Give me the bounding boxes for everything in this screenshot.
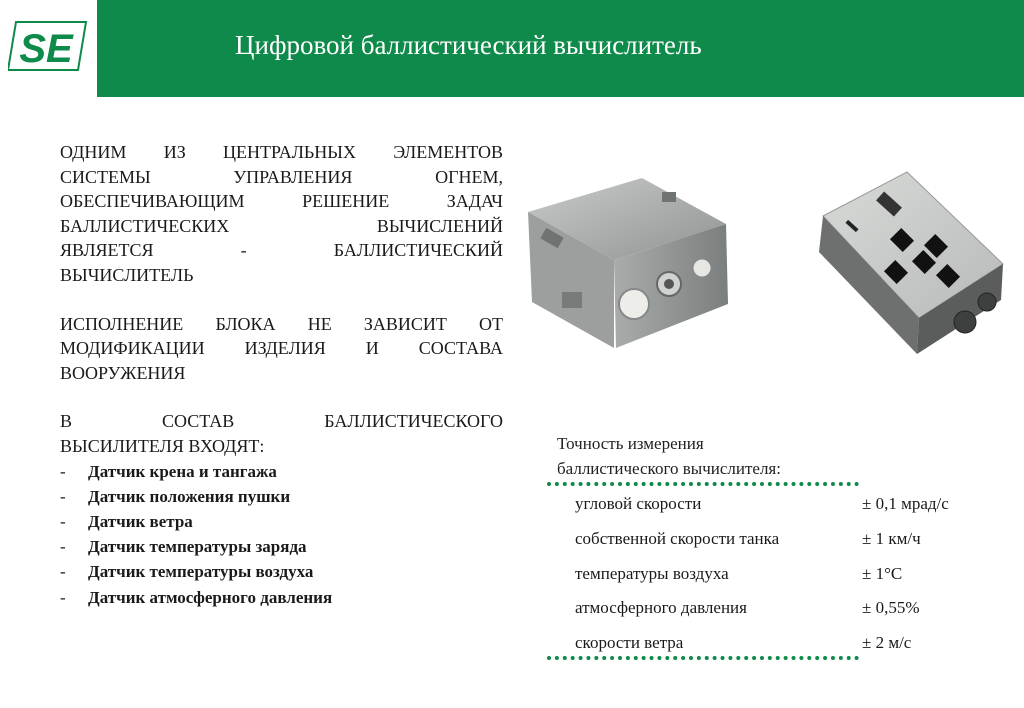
text-line: МОДИФИКАЦИИ ИЗДЕЛИЯ И СОСТАВА <box>60 338 503 359</box>
accuracy-value: ± 1°С <box>862 564 903 583</box>
accuracy-title: Точность измерения баллистического вычислителя: <box>557 434 781 478</box>
list-item: - Датчик температуры заряда <box>60 537 307 557</box>
control-panel-image <box>815 168 1007 358</box>
accuracy-label: угловой скорости <box>575 494 702 513</box>
text-line: ЯВЛЯЕТСЯ - БАЛЛИСТИЧЕСКИЙ <box>60 240 503 261</box>
list-item: - Датчик положения пушки <box>60 486 291 506</box>
accuracy-label: скорости ветра <box>575 633 684 652</box>
accuracy-value: ± 0,55% <box>862 598 920 617</box>
accuracy-label: собственной скорости танка <box>575 529 780 548</box>
text-line: ИСПОЛНЕНИЕ БЛОКА НЕ ЗАВИСИТ ОТ <box>60 313 503 334</box>
text-line: СИСТЕМЫ УПРАВЛЕНИЯ ОГНЕМ, <box>60 166 503 187</box>
list-item: - Датчик ветра <box>60 511 193 531</box>
accuracy-value: ± 1 км/ч <box>862 529 921 548</box>
accuracy-value: ± 2 м/с <box>862 633 912 652</box>
page-title: Цифровой баллистический вычислитель <box>235 30 702 60</box>
intro-text <box>60 140 503 610</box>
se-logo-icon <box>8 18 88 74</box>
computer-unit-image <box>522 172 734 354</box>
accuracy-label: температуры воздуха <box>575 564 729 583</box>
text-line: ОБЕСПЕЧИВАЮЩИМ РЕШЕНИЕ ЗАДАЧ <box>60 191 503 212</box>
accuracy-value: ± 0,1 мрад/с <box>862 494 949 513</box>
accuracy-label: атмосферного давления <box>575 598 747 617</box>
text-line: ОДНИМ ИЗ ЦЕНТРАЛЬНЫХ ЭЛЕМЕНТОВ <box>60 142 503 162</box>
intro-paragraph-2 <box>60 312 503 386</box>
divider <box>547 656 859 660</box>
logo-text: SE <box>19 27 73 71</box>
list-item: - Датчик температуры воздуха <box>60 562 314 582</box>
text-line: БАЛЛИСТИЧЕСКИХ ВЫЧИСЛЕНИЙ <box>60 215 503 236</box>
logo <box>0 0 97 97</box>
text-line: В СОСТАВ БАЛЛИСТИЧЕСКОГО <box>60 411 503 432</box>
divider <box>547 482 859 486</box>
text-line: ВЫСИЛИТЕЛЯ ВХОДЯТ: <box>60 435 265 456</box>
text-line: ВООРУЖЕНИЯ <box>60 362 186 383</box>
components-list <box>60 459 503 610</box>
list-item: - Датчик крена и тангажа <box>60 461 277 481</box>
list-item: - Датчик атмосферного давления <box>60 587 333 607</box>
intro-paragraph-1 <box>60 140 503 288</box>
intro-paragraph-3 <box>60 409 503 458</box>
text-line: ВЫЧИСЛИТЕЛЬ <box>60 264 194 285</box>
